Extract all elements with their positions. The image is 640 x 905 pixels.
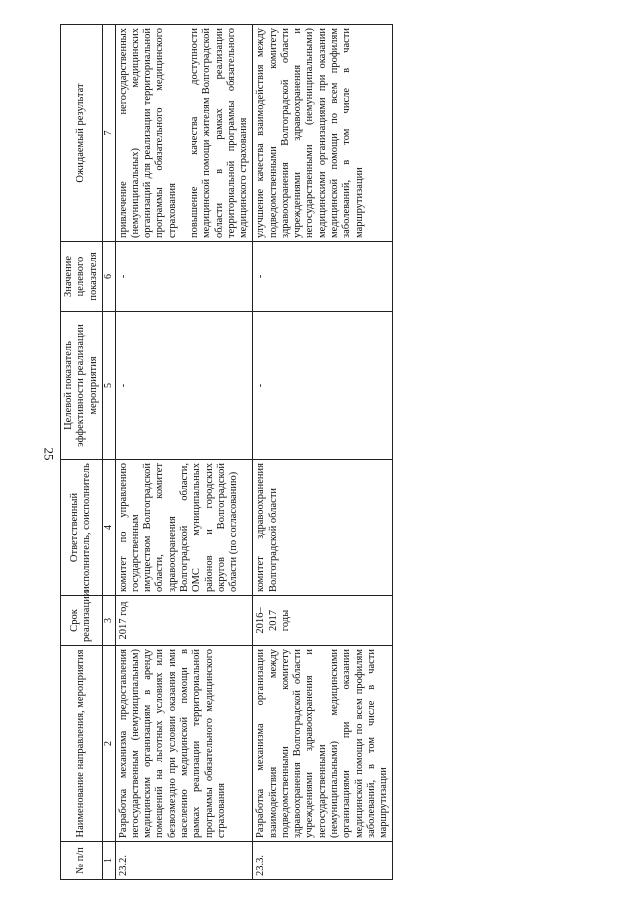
header-value: Значение целевого показателя (61, 242, 103, 312)
measure-result (115, 25, 253, 242)
result-paragraph: повышение качества доступности медицинской помощи жителям Волгоградской области в рамках реализации территориальной программы обязательного медицинского страхования (188, 28, 250, 238)
measure-value: - (253, 242, 393, 312)
table-row (253, 25, 393, 880)
measure-executor: комитет по управлению государственным имуществом Волгоградской области, комитет здравоохранения Волгоградской области, ОМС муниципальных районов и городских округов Волгоградской области (по согласованию) (115, 460, 253, 596)
column-number: 6 (102, 242, 115, 312)
header-name: Наименование направления, мероприятия (61, 646, 103, 842)
table-row (115, 25, 253, 880)
measures-table (60, 24, 393, 880)
column-number: 4 (102, 460, 115, 596)
header-number: № п/п (61, 842, 103, 880)
measure-term: 2016–2017 годы (253, 596, 393, 646)
measure-result (253, 25, 393, 242)
table-header-row (61, 25, 103, 880)
column-number: 2 (102, 646, 115, 842)
measure-value: - (115, 242, 253, 312)
column-number-row (102, 25, 115, 880)
result-paragraph: улучшение качества взаимодействия между подведомственными комитету здравоохранения Волгоградской области учреждениями здравоохранения и негосударственными (немуниципальными) медицинскими организациями при оказании медицинской помощи по всем профилям заболеваний, в том числе в части маршрутизации (255, 28, 365, 238)
column-number: 7 (102, 25, 115, 242)
header-indicator: Целевой показатель эффективности реализации мероприятия (61, 312, 103, 460)
measure-indicator: - (115, 312, 253, 460)
row-number: 23.2. (115, 842, 253, 880)
page-number: 25 (41, 447, 57, 461)
result-paragraph: привлечение негосударственных (немуниципальных) медицинских организаций для реализации территориальной программы обязательного медицинского страхования (117, 28, 178, 238)
column-number: 5 (102, 312, 115, 460)
measure-executor: комитет здравоохранения Волгоградской области (253, 460, 393, 596)
rotated-page (60, 25, 580, 880)
measure-name: Разработка механизма предоставления негосударственным (немуниципальным) медицинским организациям в аренду помещений на льготных условиях или безвозмездно при условии оказания ими населению медицинской помощи в рамках реализации территориальной программы обязательного медицинского страхования (115, 646, 253, 842)
header-term: Срок реализации (61, 596, 103, 646)
measure-name: Разработка механизма организации взаимодействия между подведомственными комитету здравоохранения Волгоградской области учреждениями здравоохранения и негосударственными (немуниципальными) медицинскими организациями при оказании медицинской помощи по всем профилям заболеваний, в том числе в части маршрутизации (253, 646, 393, 842)
column-number: 3 (102, 596, 115, 646)
header-executor: Ответственный исполнитель, соисполнитель (61, 460, 103, 596)
measure-term: 2017 год (115, 596, 253, 646)
header-result: Ожидаемый результат (61, 25, 103, 242)
measure-indicator: - (253, 312, 393, 460)
row-number: 23.3. (253, 842, 393, 880)
column-number: 1 (102, 842, 115, 880)
